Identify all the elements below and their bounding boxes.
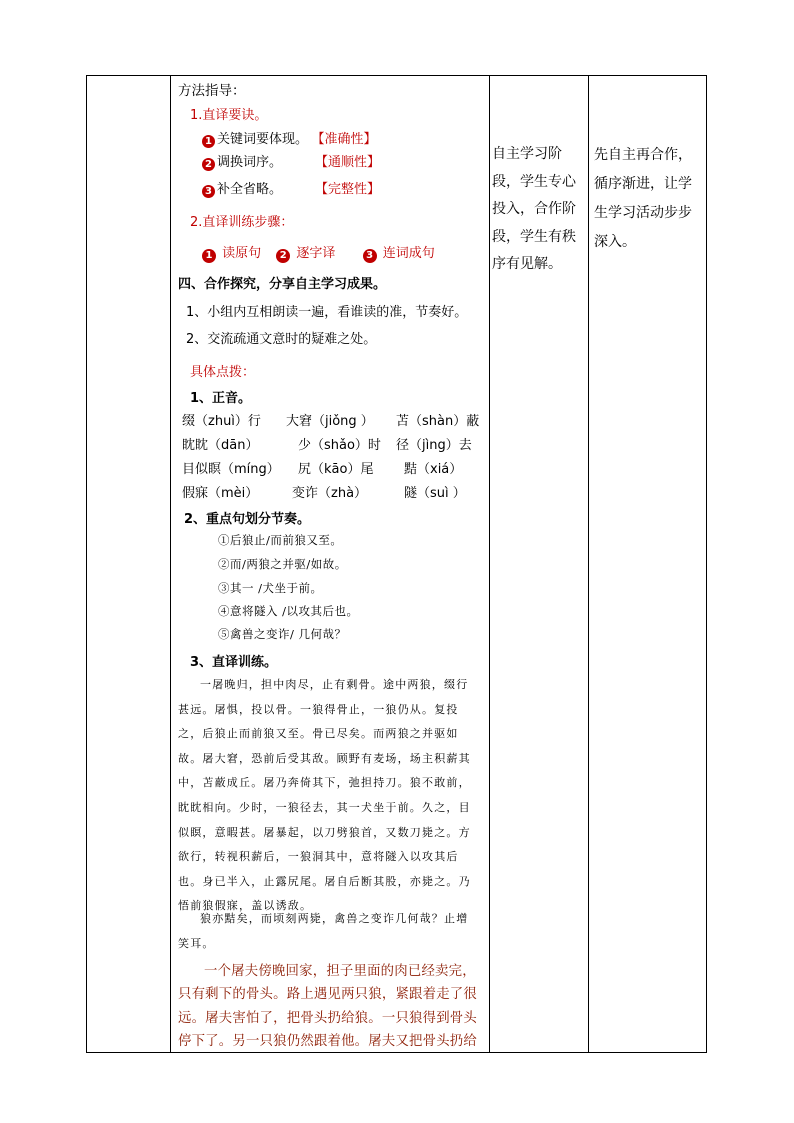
step-text: 逐字译 bbox=[296, 246, 336, 261]
design-note-cell: 先自主再合作，循序渐进，让学生学习活动步步深入。 bbox=[594, 147, 692, 250]
rhythm-item: ③其一 /犬坐于前。 bbox=[218, 581, 323, 595]
pron-cell: 假寐（mèi） bbox=[182, 486, 259, 501]
number-badge-icon: 3 bbox=[202, 185, 215, 198]
pron-cell: 变诈（zhà） bbox=[292, 486, 368, 501]
rhythm-item: ①后狼止/而前狼又至。 bbox=[218, 533, 343, 547]
section4-item: 1、小组内互相朗读一遍，看谁读的准，节奏好。 bbox=[186, 305, 468, 320]
section4-title: 四、合作探究，分享自主学习成果。 bbox=[178, 277, 387, 292]
step-text: 连词成句 bbox=[382, 246, 435, 261]
table-divider-2 bbox=[489, 75, 490, 1053]
tip-text: 关键词要体现。 bbox=[217, 132, 309, 147]
tip-text: 调换词序。 bbox=[217, 155, 283, 170]
pron-cell: 苫（shàn）蔽 bbox=[396, 414, 480, 429]
steps-row bbox=[202, 242, 435, 263]
pron-cell: 大窘（jiǒng ） bbox=[286, 414, 374, 429]
step-text: 读原句 bbox=[222, 246, 262, 261]
rhythm-title: 2、重点句划分节奏。 bbox=[184, 512, 311, 527]
translate-title: 1.直译要诀。 bbox=[190, 108, 268, 123]
design-intent-cell: 自主学习阶段，学生专心投入，合作阶段，学生有秩序有见解。 bbox=[492, 146, 576, 272]
pron-cell: 目似瞑（míng） bbox=[182, 462, 280, 477]
classical-passage: 一屠晚归，担中肉尽，止有剩骨。途中两狼，缀行甚远。屠惧，投以骨。一狼得骨止，一狼仍从。复投之，后狼止而前狼又至。骨已尽矣。而两狼之并驱如故。屠大窘，恐前后受其敌。顾野有麦场，场主积薪其中，苫蔽成丘。屠乃奔倚其下，弛担持刀。狼不敢前，眈眈相向。少时，一狼径去，其一犬坐于前。久之，目似瞑，意暇甚。屠暴起，以刀劈狼首，又数刀毙之。方欲行，转视积薪后，一狼洞其中，意将隧入以攻其后也。身已半入，止露尻尾。屠自后断其股，亦毙之。乃悟前狼假寐，盖以诱敌。 bbox=[178, 678, 471, 913]
classical-passage-ending: 狼亦黠矣，而顷刻两毙，禽兽之变诈几何哉？止增笑耳。 bbox=[178, 912, 469, 950]
table-divider-3 bbox=[588, 75, 589, 1053]
table-divider-1 bbox=[170, 75, 171, 1053]
table-border-right bbox=[706, 75, 707, 1053]
pron-cell: 黠（xiá） bbox=[404, 462, 463, 477]
translation-text: 一个屠夫傍晚回家，担子里面的肉已经卖完，只有剩下的骨头。路上遇见两只狼，紧跟着走了很远。屠夫害怕了，把骨头扔给狼。一只狼得到骨头停下了。另一只狼仍然跟着他。屠夫又把骨头扔给 bbox=[178, 964, 477, 1049]
pron-cell: 径（jìng）去 bbox=[396, 438, 472, 453]
section4-item: 2、交流疏通文意时的疑难之处。 bbox=[186, 332, 377, 347]
rhythm-item: ⑤禽兽之变诈/ 几何哉？ bbox=[218, 627, 347, 641]
pron-cell: 缀（zhuì）行 bbox=[182, 414, 261, 429]
lesson-table bbox=[86, 75, 707, 1053]
tip-item bbox=[202, 178, 380, 198]
method-title: 方法指导： bbox=[178, 83, 246, 99]
rhythm-item: ②而/两狼之并驱/如故。 bbox=[218, 557, 347, 571]
steps-title: 2.直译训练步骤： bbox=[190, 215, 294, 230]
pron-cell: 眈眈（dān） bbox=[182, 438, 259, 453]
tip-tag: 【准确性】 bbox=[318, 132, 377, 147]
tip-item bbox=[202, 128, 377, 148]
tip-tag: 【通顺性】 bbox=[315, 155, 381, 170]
number-badge-icon: 2 bbox=[276, 249, 290, 263]
table-border-top bbox=[86, 75, 707, 76]
tip-text: 补全省略。 bbox=[217, 182, 283, 197]
rhythm-item: ④意将隧入 /以攻其后也。 bbox=[218, 604, 359, 618]
number-badge-icon: 2 bbox=[202, 158, 215, 171]
tip-item bbox=[202, 151, 380, 171]
number-badge-icon: 1 bbox=[202, 249, 216, 263]
number-badge-icon: 1 bbox=[202, 135, 215, 148]
table-border-left bbox=[86, 75, 87, 1053]
pron-title: 1、正音。 bbox=[190, 391, 252, 406]
pron-cell: 尻（kāo）尾 bbox=[298, 462, 374, 477]
pron-cell: 隧（suì ） bbox=[404, 486, 466, 501]
direct-title: 3、直译训练。 bbox=[190, 655, 278, 670]
guide-label: 具体点拨： bbox=[190, 365, 256, 380]
number-badge-icon: 3 bbox=[363, 249, 377, 263]
pron-cell: 少（shǎo）时 bbox=[298, 438, 381, 453]
tip-tag: 【完整性】 bbox=[315, 182, 381, 197]
